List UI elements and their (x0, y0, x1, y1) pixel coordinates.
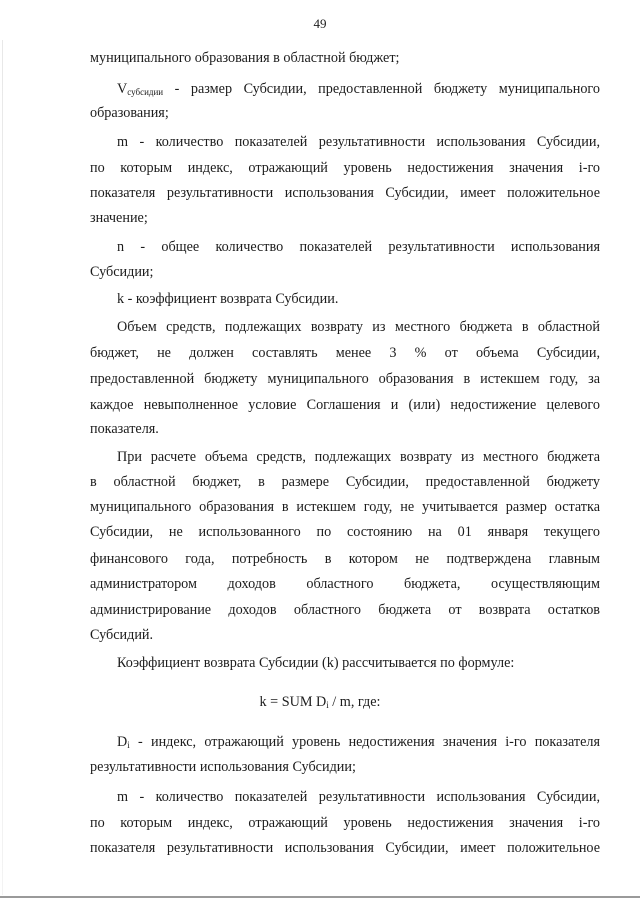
formula (0, 692, 640, 712)
text-line (117, 79, 600, 99)
formula-part: k = SUM D (259, 694, 327, 710)
text-line: При расчете объема средств, подлежащих возврату из местного бюджета (117, 449, 600, 465)
text-line: m - количество показателей результативности использования Субсидии, (117, 134, 600, 150)
text-line: каждое невыполненное условие Соглашения и (или) недостижение целевого (90, 397, 600, 413)
text-line: Субсидии; (90, 264, 154, 280)
scan-left-edge (2, 40, 3, 895)
text-line: предоставленной бюджету муниципального образования в истекшем году, за (90, 371, 600, 387)
text-line: Субсидий. (90, 627, 154, 643)
text-line: k - коэффициент возврата Субсидии. (117, 291, 339, 307)
text-line: Субсидии, не использованного по состоянию на 01 января текущего (90, 524, 600, 540)
variable-d: D (117, 734, 128, 750)
variable-v: V (117, 81, 128, 97)
text-line (117, 732, 600, 752)
text-line: в областной бюджет, в размере Субсидии, предоставленной бюджету (90, 474, 600, 490)
text-line: по которым индекс, отражающий уровень недостижения значения i-го (90, 160, 600, 176)
text-line: показателя результативности использования Субсидии, имеет положительное (90, 185, 600, 201)
variable-d-subscript: i (127, 740, 130, 750)
text-line: n - общее количество показателей результативности использования (117, 239, 600, 255)
text-line: администратором доходов областного бюджета, осуществляющим (90, 576, 600, 592)
variable-v-subscript: субсидии (127, 87, 164, 97)
text-segment: - индекс, отражающий уровень недостижения значения i-го показателя (129, 734, 600, 750)
text-line: по которым индекс, отражающий уровень недостижения значения i-го (90, 815, 600, 831)
text-line: показателя результативности использования Субсидии, имеет положительное (90, 840, 600, 856)
text-line: Объем средств, подлежащих возврату из местного бюджета в областной (117, 319, 600, 335)
text-line: показателя. (90, 421, 159, 437)
text-line: значение; (90, 210, 148, 226)
text-line: образования; (90, 105, 169, 121)
text-line: результативности использования Субсидии; (90, 759, 356, 775)
text-line: Коэффициент возврата Субсидии (k) рассчитывается по формуле: (117, 655, 515, 671)
text-line: муниципального образования в областной бюджет; (90, 50, 400, 66)
formula-subscript: i (326, 700, 329, 710)
text-segment: - размер Субсидии, предоставленной бюджету муниципального (163, 81, 600, 97)
text-line: муниципального образования в истекшем году, не учитывается размер остатка (90, 499, 600, 515)
text-line: m - количество показателей результативности использования Субсидии, (117, 789, 600, 805)
page-number: 49 (313, 16, 327, 31)
text-line: финансового года, потребность в котором не подтверждена главным (90, 551, 600, 567)
text-line: бюджет, не должен составлять менее 3 % от объема Субсидии, (90, 345, 600, 361)
formula-part: / m, где: (328, 694, 381, 710)
scan-bottom-edge (0, 896, 640, 898)
text-line: администрирование доходов областного бюджета от возврата остатков (90, 602, 600, 618)
